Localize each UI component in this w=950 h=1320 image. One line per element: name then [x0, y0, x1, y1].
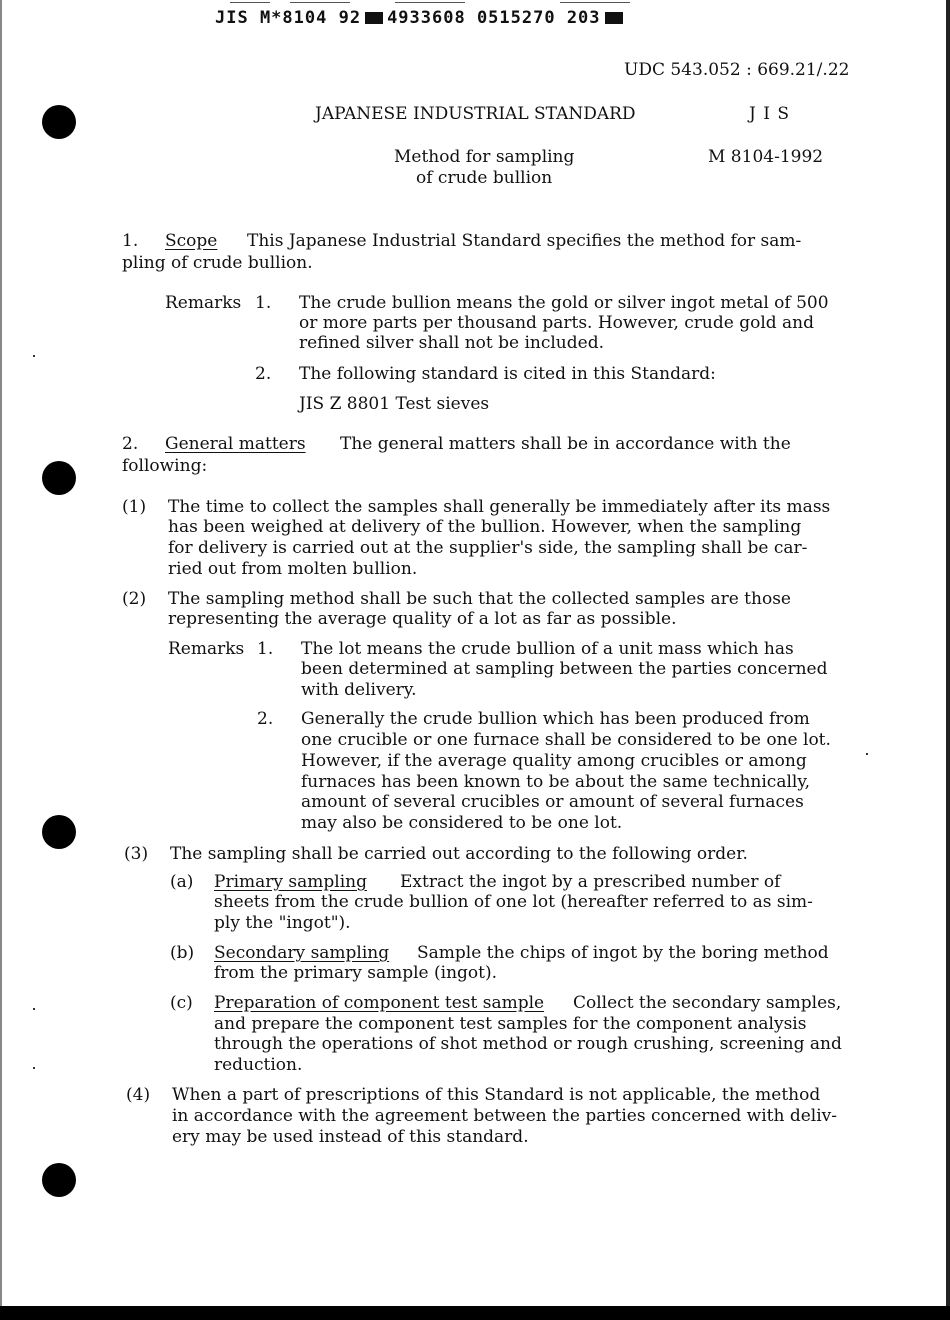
binder-hole: [42, 1163, 76, 1197]
jis-mark: J I S: [749, 104, 790, 124]
subitem-line: from the primary sample (ingot).: [214, 963, 498, 983]
remark-line: Generally the crude bullion which has been produced from: [301, 709, 810, 729]
general-heading: General matters: [165, 434, 306, 454]
scan-top-mark: [290, 2, 350, 3]
subitem-line: Sample the chips of ingot by the boring method: [417, 943, 829, 963]
scan-top-mark: [230, 2, 270, 3]
item-number: (4): [126, 1085, 151, 1105]
subitem-number: (c): [170, 993, 193, 1013]
remark-line: The crude bullion means the gold or silver ingot metal of 500: [299, 293, 829, 313]
item-line: has been weighed at delivery of the bullion. However, when the sampling: [168, 517, 802, 537]
header-code-part2: 4933608 0515270 203: [387, 8, 601, 28]
remark-number: 2.: [255, 364, 272, 384]
remark-line: amount of several crucibles or amount of several furnaces: [301, 792, 804, 812]
remark-line: been determined at sampling between the parties concerned: [301, 659, 828, 679]
subitem-line: and prepare the component test samples for the component analysis: [214, 1014, 807, 1034]
subitem-line: Collect the secondary samples,: [573, 993, 842, 1013]
header-code: [215, 8, 627, 28]
subitem-heading: Secondary sampling: [214, 943, 390, 963]
item-number: (1): [122, 497, 147, 517]
binder-hole: [42, 815, 76, 849]
cited-standard: JIS Z 8801 Test sieves: [299, 394, 490, 414]
item-line: in accordance with the agreement between the parties concerned with deliv-: [172, 1106, 838, 1126]
barcode-block-icon: [365, 12, 383, 24]
item-number: (2): [122, 589, 147, 609]
remark-number: 1.: [257, 639, 274, 659]
scope-text-line2: pling of crude bullion.: [122, 253, 313, 273]
scan-speck: [33, 1008, 35, 1010]
subitem-number: (a): [170, 872, 194, 892]
binder-hole: [42, 461, 76, 495]
udc-code: UDC 543.052 : 669.21/.22: [624, 60, 850, 80]
scope-heading: Scope: [165, 231, 218, 251]
scope-number: 1.: [122, 231, 139, 251]
remark-number: 1.: [255, 293, 272, 313]
remark-line: furnaces has been known to be about the same technically,: [301, 772, 811, 792]
remark-line: The following standard is cited in this Standard:: [299, 364, 716, 384]
subitem-line: reduction.: [214, 1055, 303, 1075]
scan-bottom-edge: [0, 1306, 950, 1320]
doc-number: M 8104-1992: [708, 147, 824, 167]
header-code-part1: JIS M*8104 92: [215, 8, 362, 28]
item-line: The sampling shall be carried out according to the following order.: [170, 844, 748, 864]
scan-left-edge: [0, 0, 2, 1320]
subitem-line: ply the "ingot").: [214, 913, 351, 933]
item-line: When a part of prescriptions of this Standard is not applicable, the method: [172, 1085, 821, 1105]
scan-speck: [33, 355, 35, 357]
item-line: representing the average quality of a lot as far as possible.: [168, 609, 677, 629]
doc-title-line2: of crude bullion: [416, 168, 553, 188]
subitem-heading: Preparation of component test sample: [214, 993, 545, 1013]
remark-line: may also be considered to be one lot.: [301, 813, 623, 833]
scope-text-line1: This Japanese Industrial Standard specifies the method for sam-: [247, 231, 802, 251]
doc-title-line1: Method for sampling: [394, 147, 575, 167]
general-text-line1: The general matters shall be in accordance with the: [340, 434, 791, 454]
subitem-number: (b): [170, 943, 195, 963]
item-line: ried out from molten bullion.: [168, 559, 418, 579]
general-text-line2: following:: [122, 456, 208, 476]
barcode-block-icon: [605, 12, 623, 24]
standard-title: JAPANESE INDUSTRIAL STANDARD: [315, 104, 636, 124]
scan-top-mark: [560, 2, 630, 3]
remark-number: 2.: [257, 709, 274, 729]
item-number: (3): [124, 844, 149, 864]
scan-speck: [33, 1067, 35, 1069]
scan-right-edge: [946, 0, 950, 1320]
subitem-line: through the operations of shot method or rough crushing, screening and: [214, 1034, 842, 1054]
remarks-label: Remarks: [165, 293, 242, 313]
binder-hole: [42, 105, 76, 139]
remark-line: with delivery.: [301, 680, 417, 700]
remark-line: The lot means the crude bullion of a unit mass which has: [301, 639, 794, 659]
remark-line: or more parts per thousand parts. However, crude gold and: [299, 313, 815, 333]
subitem-line: Extract the ingot by a prescribed number of: [400, 872, 781, 892]
remarks-label: Remarks: [168, 639, 245, 659]
subitem-line: sheets from the crude bullion of one lot (hereafter referred to as sim-: [214, 892, 813, 912]
item-line: for delivery is carried out at the supplier's side, the sampling shall be car-: [168, 538, 808, 558]
general-number: 2.: [122, 434, 139, 454]
item-line: ery may be used instead of this standard.: [172, 1127, 529, 1147]
remark-line: refined silver shall not be included.: [299, 333, 604, 353]
item-line: The time to collect the samples shall generally be immediately after its mass: [168, 497, 831, 517]
subitem-heading: Primary sampling: [214, 872, 367, 892]
remark-line: one crucible or one furnace shall be considered to be one lot.: [301, 730, 831, 750]
scan-top-mark: [395, 2, 465, 3]
remark-line: However, if the average quality among crucibles or among: [301, 751, 807, 771]
scan-speck: [866, 753, 868, 755]
item-line: The sampling method shall be such that the collected samples are those: [168, 589, 791, 609]
